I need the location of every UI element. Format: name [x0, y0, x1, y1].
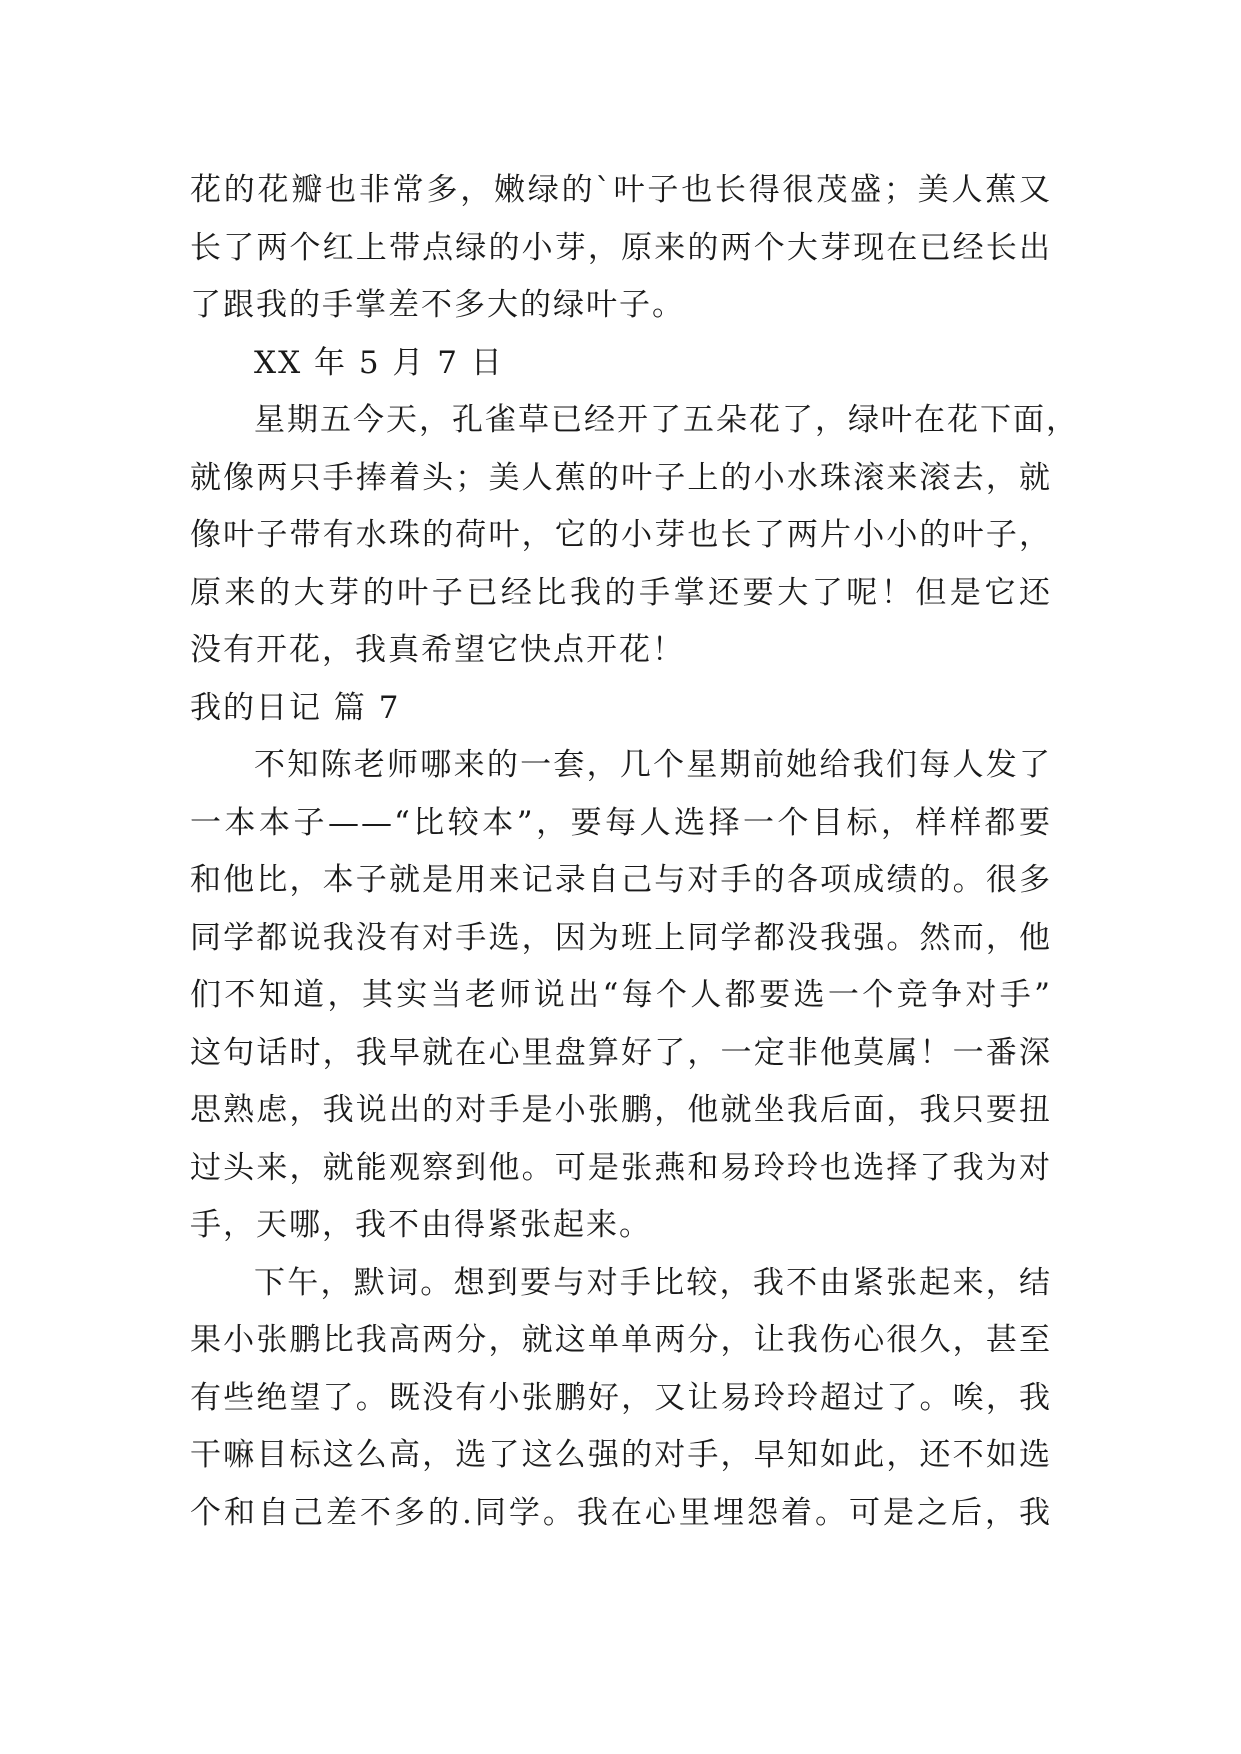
text-line: 思熟虑，我说出的对手是小张鹏，他就坐我后面，我只要扭	[190, 1092, 1052, 1128]
text-line: 像叶子带有水珠的荷叶，它的小芽也长了两片小小的叶子，	[190, 517, 1052, 553]
text-line: 花的花瓣也非常多，嫩绿的`叶子也长得很茂盛；美人蕉又	[190, 172, 1052, 208]
text-line: 一本本子——“比较本”，要每人选择一个目标，样样都要	[190, 804, 1052, 841]
text-line: 和他比，本子就是用来记录自己与对手的各项成绩的。很多	[190, 862, 1052, 898]
text-line: 同学都说我没有对手选，因为班上同学都没我强。然而，他	[190, 919, 1052, 956]
text-line: 们不知道，其实当老师说出“每个人都要选一个竞争对手”	[190, 977, 1052, 1013]
paragraph	[190, 737, 1052, 1255]
text-line: 没有开花，我真希望它快点开花！	[190, 632, 685, 668]
text-line: 就像两只手捧着头；美人蕉的叶子上的小水珠滚来滚去，就	[190, 459, 1052, 496]
section-title: 我的日记 篇 7	[190, 689, 401, 726]
text-line: 了跟我的手掌差不多大的绿叶子。	[190, 287, 685, 323]
text-line: 长了两个红上带点绿的小芽，原来的两个大芽现在已经长出	[190, 229, 1052, 266]
text-line: 有些绝望了。既没有小张鹏好，又让易玲玲超过了。唉，我	[190, 1379, 1052, 1416]
diary-date: XX 年 5 月 7 日	[254, 344, 504, 381]
text-line: 过头来，就能观察到他。可是张燕和易玲玲也选择了我为对	[190, 1149, 1052, 1186]
text-line: 星期五今天，孔雀草已经开了五朵花了，绿叶在花下面，	[254, 402, 1079, 438]
text-line: 不知陈老师哪来的一套，几个星期前她给我们每人发了	[254, 747, 1052, 783]
document-body	[190, 162, 1079, 1542]
paragraph	[190, 1255, 1052, 1543]
paragraph	[190, 392, 1079, 680]
text-line: 果小张鹏比我高两分，就这单单两分，让我伤心很久，甚至	[190, 1322, 1052, 1358]
text-line: 下午，默词。想到要与对手比较，我不由紧张起来，结	[254, 1264, 1052, 1301]
text-line: 原来的大芽的叶子已经比我的手掌还要大了呢！但是它还	[190, 574, 1052, 611]
text-line: 这句话时，我早就在心里盘算好了，一定非他莫属！一番深	[190, 1034, 1052, 1071]
text-line: 干嘛目标这么高，选了这么强的对手，早知如此，还不如选	[190, 1437, 1052, 1473]
paragraph-continuation	[190, 162, 1052, 335]
text-line: 手，天哪，我不由得紧张起来。	[190, 1207, 652, 1243]
text-line: 个和自己差不多的.同学。我在心里埋怨着。可是之后，我	[190, 1494, 1052, 1531]
